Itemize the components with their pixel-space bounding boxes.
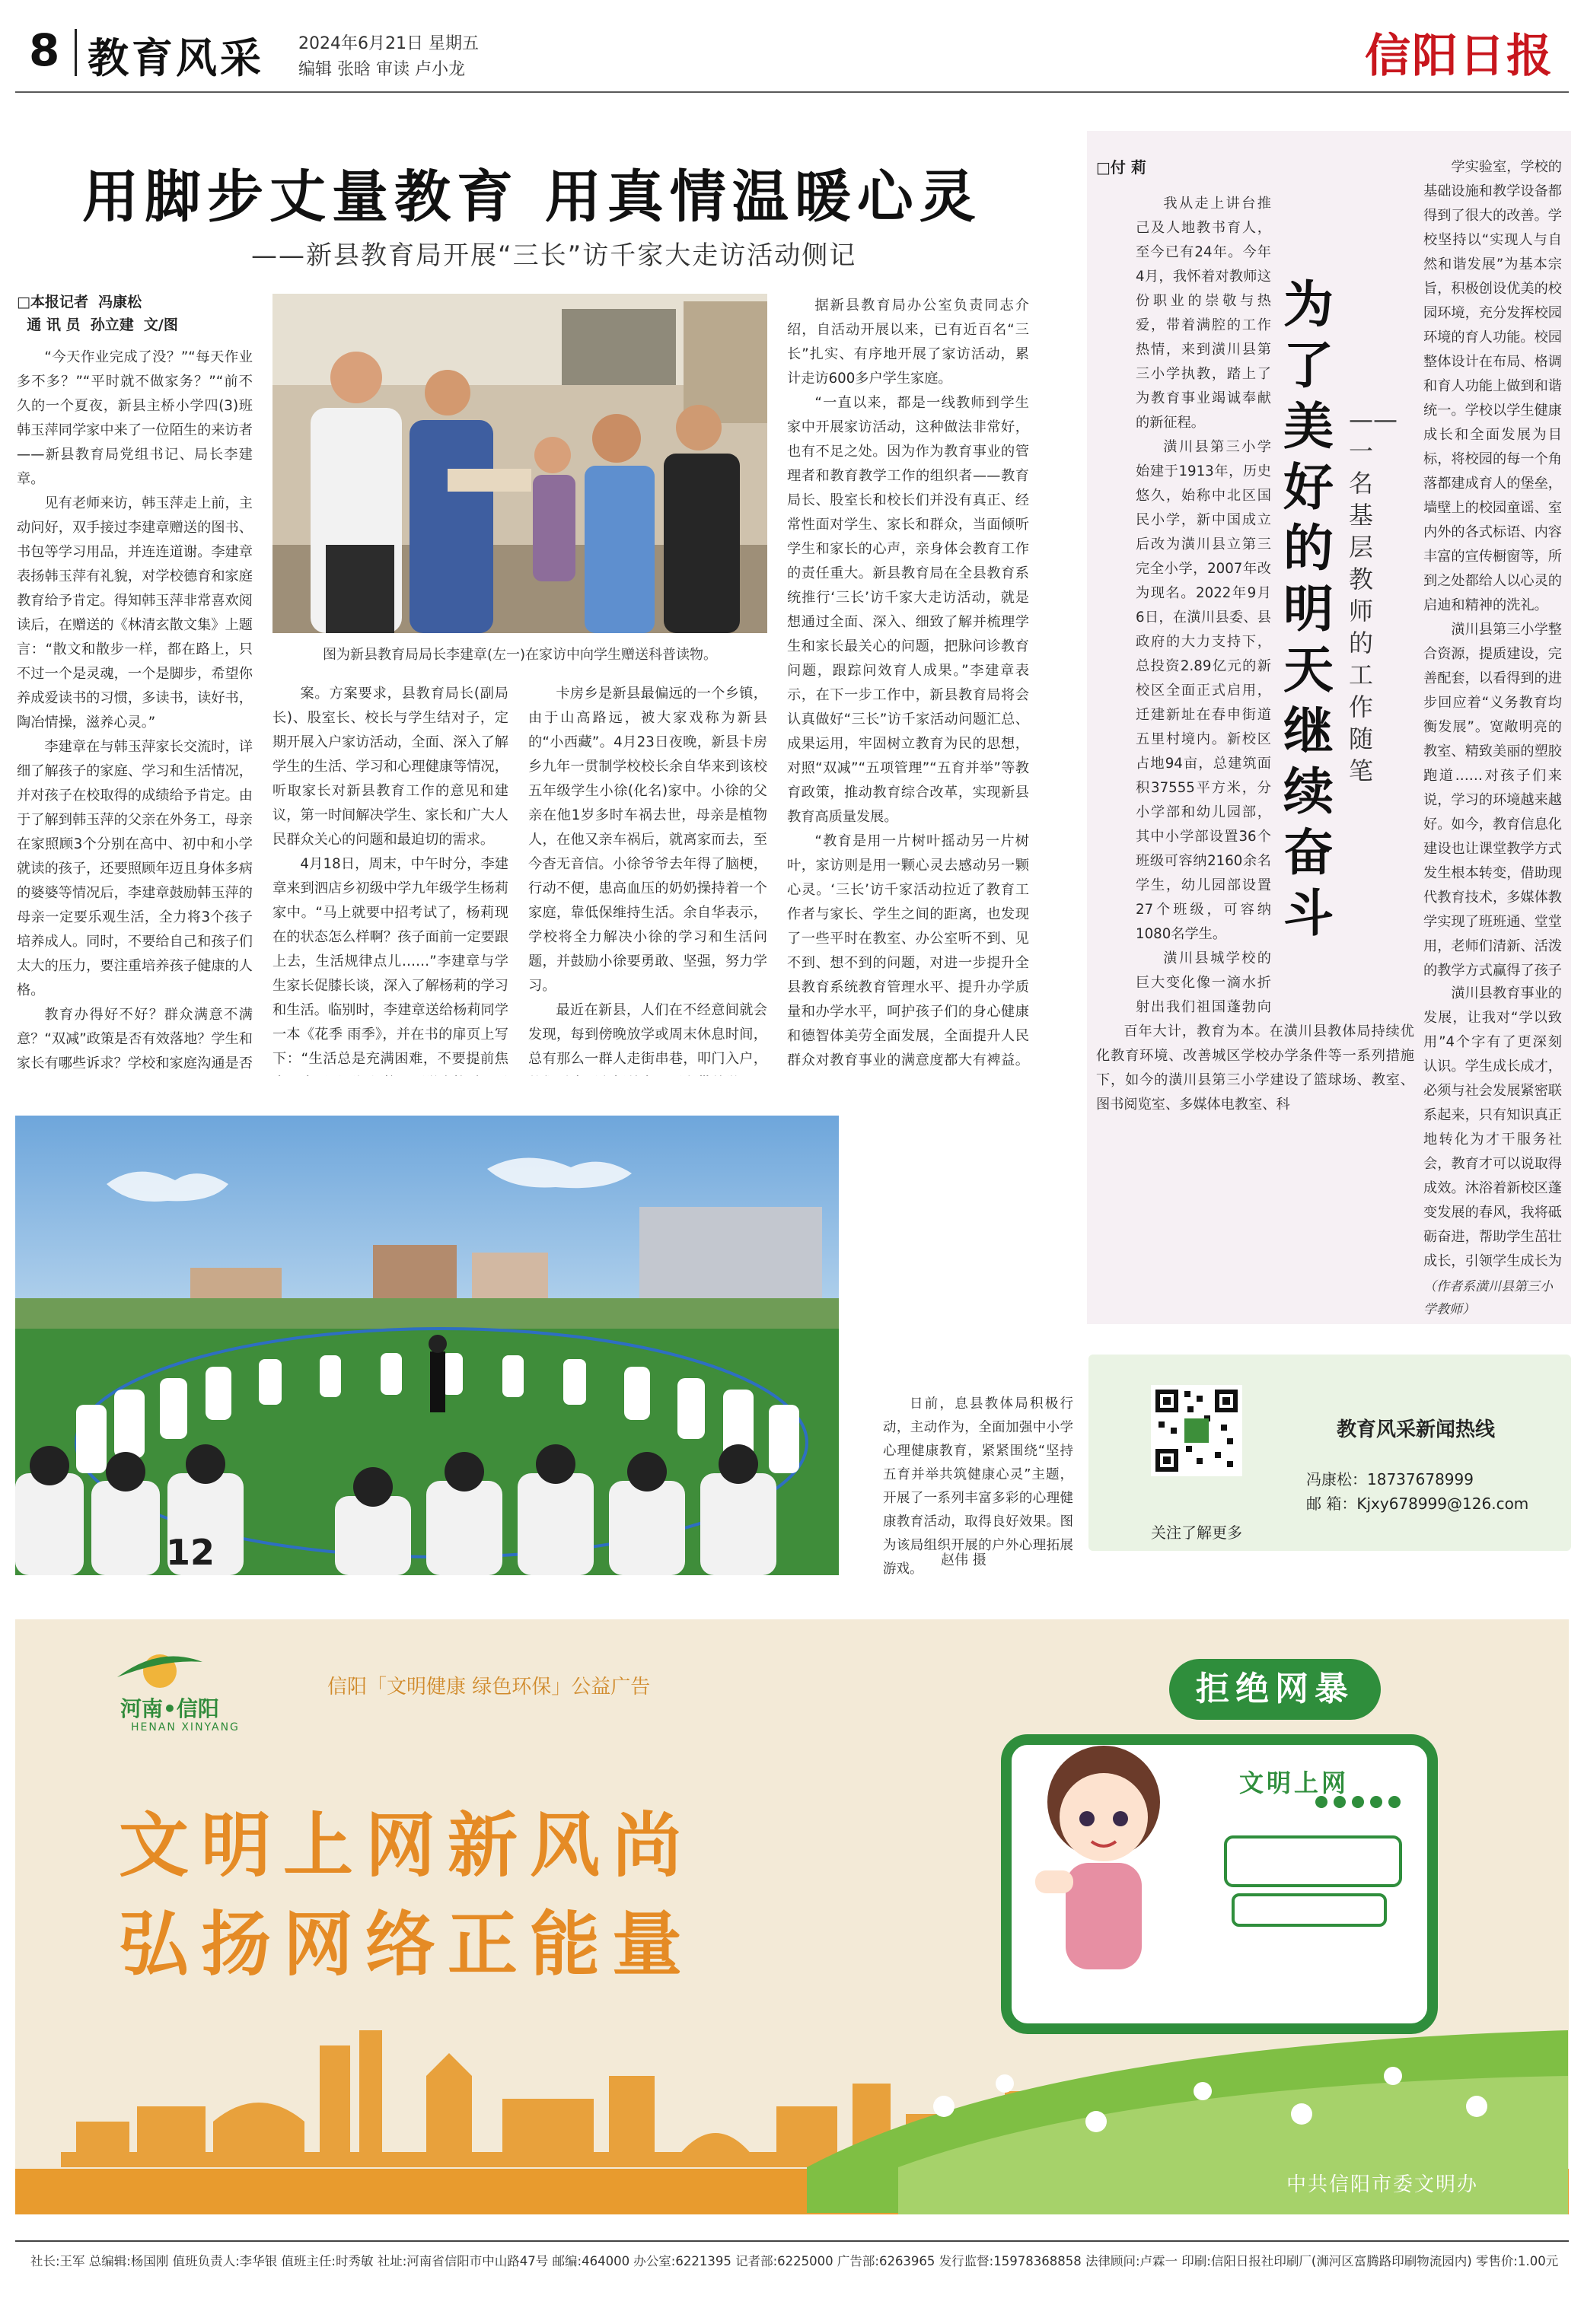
essay-column-right-lower <box>1423 982 1562 1271</box>
paragraph: 潢川县第三小学始建于1913年，历史悠久，始称中北区国民小学，新中国成立后改为潢川县立第三完全小学，2007年改为现名。2022年9月6日，在潢川县委、县政府的大力支持下，总投资2.89亿元的新校区全面正式启用，迁建新址在春申街道五里村境内。新校区占地94亩，总建筑面积37555平方米，分小学部和幼儿园部，其中小学部设置36个班级可容纳2160余名学生，幼儿园部设置27个班级，可容纳1080名学生。 <box>1136 439 1271 942</box>
paragraph: “今天作业完成了没？”“每天作业多不多？”“平时就不做家务？”“前不久的一个夏夜，新县主桥小学四(3)班韩玉萍同学家中来了一位陌生的来访者——新县教育局党组书记、局长李建章。 <box>17 349 253 487</box>
home-visit-illustration <box>272 294 767 633</box>
hotline-contact: 冯康松：18737678999 <box>1306 1470 1474 1488</box>
outdoor-activity-photo <box>15 1116 839 1575</box>
article-column-3 <box>528 682 767 1076</box>
paragraph: 学实验室，学校的基础设施和教学设备都得到了很大的改善。学校坚持以“实现人与自然和谐发展”为基本宗旨，积极创设优美的校园环境，充分发挥校园环境的育人功能。校园整体设计在布局、格调和育人功能上做到和谐统一。学校以学生健康成长和全面发展为目标，将校园的每一个角落都建成育人的堡垒，墙壁上的校园童谣、室内外的各式标语、内容丰富的宣传橱窗等，所到之处都给人以心灵的启迪和精神的洗礼。 <box>1423 159 1562 613</box>
ad-caption: 信阳「文明健康 绿色环保」公益广告 <box>327 1676 651 1698</box>
header-rule <box>15 91 1569 93</box>
paragraph: 潢川县第三小学整合资源，提质建设，完善配套，以看得到的进步回应着“义务教育均衡发展”。宽敞明亮的教室、精致美丽的塑胶跑道……对孩子们来说，学习的环境越来越好。如今，教育信息化建设也让课堂教学方式发生根本转变，借助现代教育技术，多媒体教学实现了班班通、堂堂用，老师们清新、活泼的教学方式赢得了孩子 <box>1423 622 1562 977</box>
paragraph: 见有老师来访，韩玉萍走上前，主动问好，双手接过李建章赠送的图书、书包等学习用品，并连连道谢。李建章表扬韩玉萍有礼貌，对学校德育和家庭教育给予肯定。得知韩玉萍非常喜欢阅读后，在赠送的《林清玄散文集》上题言：“散文和散步一样，都在路上，只不过一个是灵魂，一个是脚步，希望你养成爱读书的习惯，多读书，读好书，陶冶情操，滋养心灵。” <box>17 495 253 731</box>
home-visit-photo <box>272 294 767 633</box>
newspaper-logo: 信阳日报 <box>1365 30 1554 83</box>
photo-caption: 图为新县教育局局长李建章(左一)在家访中向学生赠送科普读物。 <box>322 647 718 663</box>
ad-logo-text: 河南•信阳 <box>120 1696 219 1721</box>
essay-column-left <box>1136 192 1271 1020</box>
essay-subtitle: ——一名基层教师的工作随笔 <box>1349 405 1398 785</box>
ad-sponsor: 中共信阳市委文明办 <box>1286 2173 1479 2196</box>
paragraph: 百年大计，教育为本。在潢川县教体局持续优化教育环境、改善城区学校办学条件等一系列措施下，如今的潢川县第三小学建设了篮球场、教室、图书阅览室、多媒体电教室、科 <box>1096 1024 1414 1113</box>
paragraph: 案。方案要求，县教育局长(副局长)、股室长、校长与学生结对子，定期开展入户家访活动，全面、深入了解学生的生活、学习和心理健康等情况，听取家长对新县教育工作的意见和建议，第一时间解决学生、家长和广大人民群众关心的问题和最迫切的需求。 <box>272 686 508 848</box>
ad-slogan-line-2: 弘扬网络正能量 <box>119 1904 695 1985</box>
byline-correspondent: 通 讯 员 孙立建 文/图 <box>17 317 178 333</box>
section-title: 教育风采 <box>88 33 264 82</box>
paragraph: 4月18日，周末，中午时分，李建章来到泗店乡初级中学九年级学生杨莉家中。“马上就要中招考试了，杨莉现在的状态怎么样啊？孩子面前一定要跟上去，生活规律点儿……”李建章与学生家长促膝长谈，深入了解杨莉的学习和生活。临别时，李建章送给杨莉同学一本《花季 雨季》，并在书的扉页上写下：“生活总是充满困难，不要提前焦 <box>272 856 508 1067</box>
issue-date: 2024年6月21日 星期五 <box>298 34 479 53</box>
outdoor-activity-illustration <box>15 1116 839 1575</box>
paragraph: 教育办得好不好？群众满意不满意？“双减”政策是否有效落地？学生和家长有哪些诉求？学校和家庭沟通是否 <box>17 1007 253 1071</box>
qr-code[interactable] <box>1151 1385 1242 1476</box>
article-column-2 <box>272 682 508 1076</box>
qr-caption: 关注了解更多 <box>1151 1523 1242 1542</box>
editor-credits: 编辑 张晗 审读 卢小龙 <box>298 60 465 79</box>
paragraph: 潢川县城学校的巨大变化像一滴水折射出我们祖国蓬勃向 <box>1136 950 1271 1015</box>
article-subheadline: ——新县教育局开展“三长”访千家大走访活动侧记 <box>251 240 857 271</box>
paragraph: 最近在新县，人们在不经意间就会发现，每到傍晚放学或周末休息时间，总有那么一群人走街串巷，叩门入户， <box>528 1002 767 1067</box>
article-column-4 <box>787 294 1029 1076</box>
xinyang-logo-icon <box>114 1650 206 1691</box>
qr-code-icon <box>1151 1385 1242 1476</box>
essay-title: 为了美好的明天继续奋斗 <box>1283 275 1334 943</box>
essay-column-right <box>1423 155 1562 977</box>
publication-footer: 社长:王军 总编辑:杨国刚 值班负责人:李华银 值班主任:时秀敏 社址:河南省信阳市中山路47号 邮编:464000 办公室:6221395 记者部:6225000 广告部:6263965 发行监督:15978368858 法律顾问:卢霖一 印刷:信阳日报社印刷厂(浉河区富腾路印刷物流园内) 零售价:1.00元 <box>30 2254 1559 2268</box>
paragraph: 李建章在与韩玉萍家长交流时，详细了解孩子的家庭、学习和生活情况，并对孩子在校取得的成绩给予肯定。由于了解到韩玉萍的父亲在外务工，母亲在家照顾3个分别在高中、初中和小学就读的孩子，还要照顾年迈且身体多病的婆婆等情况后，李建章鼓励韩玉萍的母亲一定要乐观生活，全力将3个孩子培养成人。同时，不要给自己和孩子们太大的压力，要注重培养孩子健康的人格。 <box>17 739 253 998</box>
paragraph: “一直以来，都是一线教师到学生家中开展家访活动，这种做法非常好，也有不足之处。因为作为教育事业的管理者和教育教学工作的组织者——教育局长、股室长和校长们并没有真正、经常性面对学生、家长和群众，当面倾听学生和家长的心声，亲身体会教育工作的责任重大。新县教育局在全县教育系统推行‘三长’访千家大走访活动，就是想通过全面、深入、细致了解并梳理学生和家长最关心的问题，把脉问诊教育问题，跟踪问效育人成果。”李建章表示，在下一步工作中，新县教育局将会认真做好“三长”访千家活动问题汇总、成果运用，牢固树立教育为民的思想，对照“双减”“五项管理”“五育并举”等教育政策，推动教育综合改革，实现新县教育高质量发展。 <box>787 395 1029 825</box>
activity-photo-caption: 日前，息县教体局积极行动，主动作为，全面加强中小学心理健康教育，紧紧围绕“坚持五育并举共筑健康心灵”主题，开展了一系列丰富多彩的心理健康教育活动，取得良好效果。图为该局组织开展的户外心理拓展游戏。 <box>883 1396 1073 1577</box>
masthead-divider <box>75 29 77 76</box>
essay-author: □付 莉 <box>1096 158 1146 177</box>
byline-reporter: □本报记者 冯康松 <box>17 294 142 310</box>
footer-rule <box>15 2240 1569 2242</box>
jersey-number: 12 <box>166 1532 215 1573</box>
ad-logo-subtext: HENAN XINYANG <box>131 1721 240 1733</box>
paragraph: 据新县教育局办公室负责同志介绍，自活动开展以来，已有近百名“三长”扎实、有序地开展了家访活动，累计走访600多户学生家庭。 <box>787 298 1029 387</box>
ad-slogan-line-1: 文明上网新风尚 <box>119 1805 695 1886</box>
photo-credit: 赵伟 摄 <box>941 1552 986 1568</box>
hotline-title: 教育风采新闻热线 <box>1337 1418 1496 1441</box>
article-headline: 用脚步丈量教育 用真情温暖心灵 <box>82 164 982 230</box>
paragraph: 我从走上讲台推己及人地教书育人，至今已有24年。今年4月，我怀着对教师这份职业的崇敬与热爱，带着满腔的工作热情，来到潢川县第三小学执教，踏上了为教育事业竭诚奉献的新征程。 <box>1136 196 1271 431</box>
paragraph: “教育是用一片树叶摇动另一片树叶，家访则是用一颗心灵去感动另一颗心灵。‘三长’访千家活动拉近了教育工作者与家长、学生之间的距离，也发现了一些平时在教室、办公室听不到、见不到、想不到的问题，对进一步提升全县教育系统教育管理水平、提升办学质量和办学水平，呵护孩子们的身心健康和德智体美劳全面发展，全面提升人民群众对教育事业的满意度都大有裨益。 <box>787 833 1029 1068</box>
paragraph: 潢川县教育事业的发展，让我对“学以致用”4个字有了更深刻认识。学生成长成才，必须与社会发展紧密联系起来，只有知识真正地转化为才干服务社会，教育才可以说取得成效。沐浴着新校区蓬变发展的春风，我将砥砺奋进，帮助学生茁壮成长，引领学生成长为 <box>1423 985 1562 1269</box>
essay-author-note: （作者系潢川县第三小学教师） <box>1423 1279 1553 1317</box>
paragraph: 卡房乡是新县最偏远的一个乡镇，由于山高路远，被大家戏称为新县的“小西藏”。4月23日夜晚，新县卡房乡九年一贯制学校校长余自华来到该校五年级学生小徐(化名)家中。小徐的父亲在他1岁多时车祸去世，母亲是植物人，在他又亲车祸后，就离家而去，至今杳无音信。小徐爷爷去年得了脑梗，行动不便，患高血压的奶奶操持着一个家庭，靠低保维持生活。余自华表示，学校将全力解决小徐的学习和生活问题，并鼓励小徐要勇敢、坚强，努力学习。 <box>528 686 767 994</box>
screen-label: 文明上网 <box>1239 1768 1350 1797</box>
essay-column-bottom <box>1096 1020 1414 1263</box>
page-number: 8 <box>29 24 60 76</box>
hotline-email[interactable]: 邮 箱：Kjxy678999@126.com <box>1306 1495 1529 1513</box>
ad-badge: 拒绝网暴 <box>1169 1659 1381 1720</box>
article-column-1 <box>17 345 253 1076</box>
